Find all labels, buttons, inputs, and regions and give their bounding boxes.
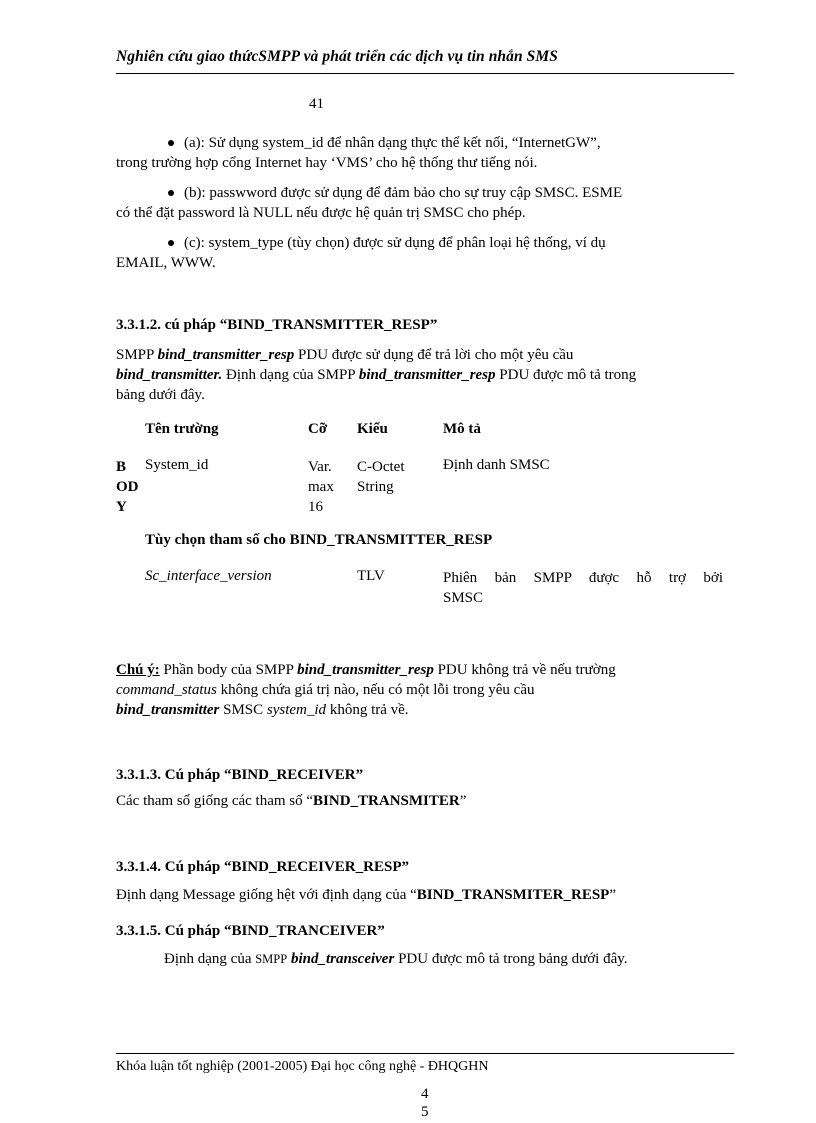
- bullet-dot: [168, 140, 174, 146]
- paragraph: Các tham số giống các tham số “BIND_TRANSMITER”: [116, 793, 467, 809]
- optional-cell-name: Sc_interface_version: [145, 568, 272, 584]
- bullet-dot: [168, 190, 174, 196]
- paragraph: Định dạng của SMPP bind_transceiver PDU được mô tả trong bảng dưới đây.: [164, 951, 628, 967]
- footer-page-number: 5: [421, 1104, 429, 1120]
- side-label: B OD Y: [116, 459, 139, 515]
- table-cell-desc: Định danh SMSC: [443, 457, 550, 473]
- table-header-name: Tên trường: [145, 421, 219, 437]
- paragraph: Định dạng Message giống hệt với định dạng của “BIND_TRANSMITER_RESP”: [116, 887, 617, 903]
- footer-page-number: 4: [421, 1086, 429, 1102]
- optional-heading: Tùy chọn tham số cho BIND_TRANSMITTER_RESP: [145, 532, 493, 548]
- section-heading: 3.3.1.4. Cú pháp “BIND_RECEIVER_RESP”: [116, 859, 409, 875]
- optional-cell-type: TLV: [357, 568, 385, 584]
- bullet-item: (c): system_type (tùy chọn) được sử dụng để phân loại hệ thống, ví dụ EMAIL, WWW.: [116, 235, 606, 271]
- running-header: Nghiên cứu giao thứcSMPP và phát triển các dịch vụ tin nhắn SMS: [116, 48, 559, 65]
- header-rule: [116, 73, 734, 74]
- table-cell-type: C-Octet String: [357, 459, 405, 495]
- table-cell-size: Var. max 16: [308, 459, 334, 515]
- table-cell-name: System_id: [145, 457, 209, 473]
- table-header-desc: Mô tả: [443, 421, 481, 437]
- section-heading: 3.3.1.5. Cú pháp “BIND_TRANCEIVER”: [116, 923, 385, 939]
- bullet-item: (a): Sử dụng system_id để nhân dạng thực thể kết nối, “InternetGW”, trong trường hợp cổng Internet hay ‘VMS’ cho hệ thống thư tiếng nói.: [116, 135, 601, 171]
- table-header-type: Kiểu: [357, 421, 388, 437]
- note-paragraph: Chú ý: Phần body của SMPP bind_transmitter_resp PDU không trả về nếu trường command_status không chứa giá trị nào, nếu có một lỗi trong yêu cầu bind_transmitter SMSC system_id không trả về.: [116, 662, 616, 718]
- page-number: 41: [309, 96, 324, 112]
- section-heading: 3.3.1.3. Cú pháp “BIND_RECEIVER”: [116, 767, 364, 783]
- optional-cell-desc: Phiên bản SMPP được hỗ trợ bởi SMSC: [443, 570, 723, 606]
- footer-text: Khóa luận tốt nghiệp (2001-2005) Đại học công nghệ - ĐHQGHN: [116, 1059, 489, 1074]
- bullet-dot: [168, 240, 174, 246]
- paragraph: SMPP bind_transmitter_resp PDU được sử dụng để trả lời cho một yêu cầu bind_transmitter. Định dạng của SMPP bind_transmitter_resp PDU được mô tả trong bảng dưới đây.: [116, 347, 637, 403]
- bullet-item: (b): passwword được sử dụng để đảm bảo cho sự truy cập SMSC. ESME có thể đặt password là NULL nếu được hệ quản trị SMSC cho phép.: [116, 185, 623, 221]
- footer-rule: [116, 1053, 734, 1054]
- table-header-size: Cỡ: [308, 421, 328, 437]
- section-heading: 3.3.1.2. cú pháp “BIND_TRANSMITTER_RESP”: [116, 317, 438, 333]
